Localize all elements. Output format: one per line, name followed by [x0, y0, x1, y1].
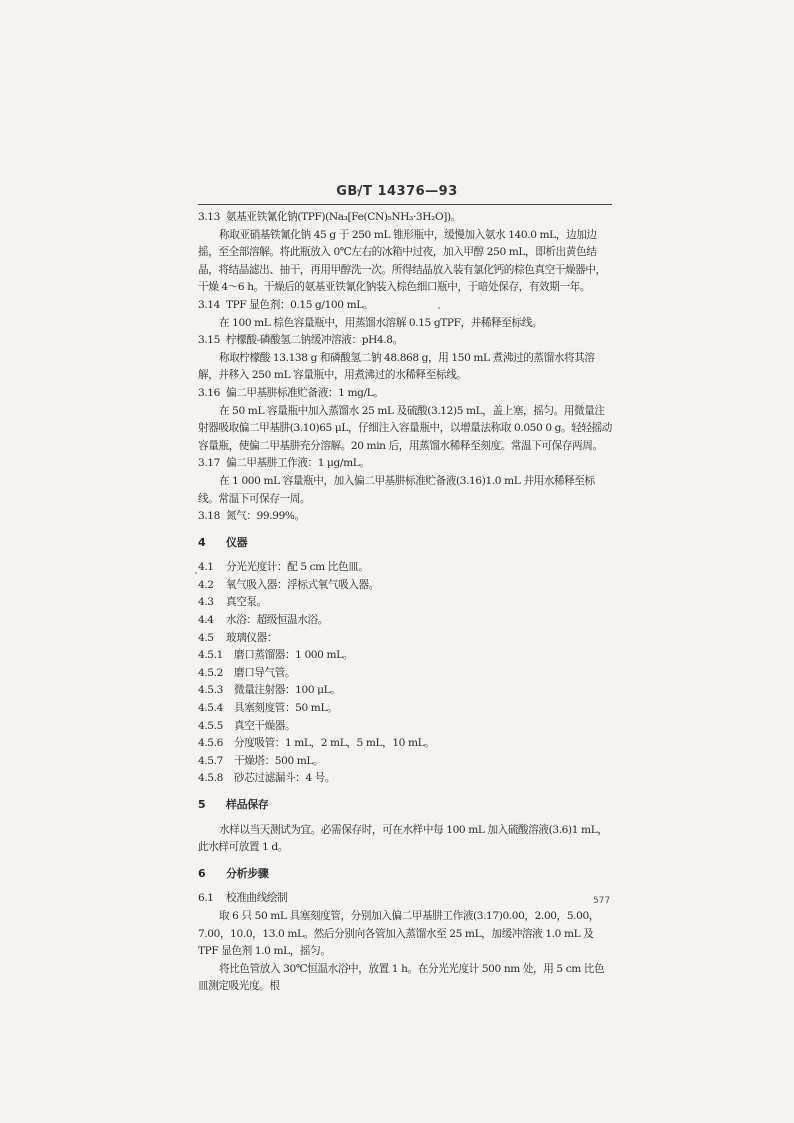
standard-code-header: GB/T 14376—93: [336, 184, 458, 199]
clause-3-16-title: 3.16 偏二甲基肼标准贮备液：1 mg/L。: [198, 385, 613, 403]
clause-3-15-title: 3.15 柠檬酸-磷酸氢二钠缓冲溶液：pH4.8。: [198, 332, 613, 350]
clause-3-15-text: 称取柠檬酸 13.138 g 和磷酸氢二钠 48.868 g，用 150 mL 煮沸过的蒸馏水将其溶解，并移入 250 mL 容量瓶中，用煮沸过的水稀释至标线。: [198, 351, 595, 382]
section-gap: [198, 882, 613, 890]
clause-number: 3.14: [198, 298, 220, 311]
clause-6-1-text-2: 将比色管放入 30℃恒温水浴中，放置 1 h。在分光光度计 500 nm 处，用 5 cm 比色皿测定吸光度。根: [198, 962, 605, 993]
clause-number: 3.16: [198, 386, 220, 399]
section-gap: [198, 551, 613, 559]
section-gap: [198, 788, 613, 796]
list-item: 4.5.1 磨口蒸馏器：1 000 mL。: [198, 649, 353, 662]
section-5-text: 水样以当天测试为宜。必需保存时，可在水样中每 100 mL 加入硫酸溶液(3.6)1 mL，此水样可放置 1 d。: [198, 823, 608, 854]
list-item: 4.4 水浴：超级恒温水浴。: [198, 614, 328, 627]
section-number: 4: [198, 535, 206, 549]
list-item: 4.5 玻璃仪器：: [198, 631, 277, 644]
list-item: 4.5.8 砂芯过滤漏斗：4 号。: [198, 772, 336, 785]
clause-6-1-title: 6.1 校准曲线绘制: [198, 890, 613, 908]
clause-3-17-title: 3.17 偏二甲基肼工作液：1 μg/mL。: [198, 455, 613, 473]
clause-number: 3.17: [198, 457, 220, 470]
section-4-heading: 4 仪器: [198, 534, 613, 552]
clause-3-14-text: 在 100 mL 棕色容量瓶中，用蒸馏水溶解 0.15 gTPF，并稀释至标线。: [219, 316, 543, 329]
section-gap: [198, 526, 613, 534]
list-item: 4.5.3 微量注射器：100 μL。: [198, 684, 341, 697]
clause-number: 3.15: [198, 334, 220, 347]
header-rule: [198, 204, 612, 205]
clause-6-1-text: 取 6 只 50 mL 具塞刻度管，分别加入偏二甲基肼工作液(3.17)0.00，2.00，5.00，7.00，10.0，13.0 mL。然后分别向各管加入蒸馏水至 25 mL，加缓冲溶液 1.0 mL 及 TPF 显色剂 1.0 mL，摇匀。: [198, 909, 600, 958]
list-item: 4.5.4 具塞刻度管：50 mL。: [198, 702, 338, 715]
clause-3-17-text: 在 1 000 mL 容量瓶中，加入偏二甲基肼标准贮备液(3.16)1.0 mL 并用水稀释至标线。常温下可保存一周。: [198, 474, 595, 505]
clause-3-14-title: 3.14 TPF 显色剂：0.15 g/100 mL。: [198, 297, 613, 315]
document-body: [198, 209, 613, 996]
clause-3-16-text: 在 50 mL 容量瓶中加入蒸馏水 25 mL 及硫酸(3.12)5 mL，盖上塞，摇匀。用微量注射器吸取偏二甲基肼(3.10)65 μL，仔细注入容量瓶中，以增量法称取 0.050 0 g。轻轻摇动容量瓶，使偏二甲基肼充分溶解。20 min 后，用蒸馏水稀释至刻度。常温下可保存两周。: [198, 404, 612, 452]
list-item: 4.2 氧气吸入器：浮标式氧气吸入器。: [198, 578, 379, 591]
clause-3-13-title: 3.13 氨基亚铁氰化钠(TPF)(Na₃[Fe(CN)₅NH₃·3H₂O])。: [198, 209, 613, 227]
scan-speck: [195, 572, 197, 574]
section-gap: [198, 857, 613, 865]
list-item: 4.5.5 真空干燥器。: [198, 719, 296, 732]
section-5-heading: 5 样品保存: [198, 796, 613, 814]
list-item: 4.5.6 分度吸管：1 mL，2 mL，5 mL，10 mL。: [198, 737, 435, 750]
clause-number: 6.1: [198, 892, 214, 905]
list-item: 4.5.7 干燥塔：500 mL。: [198, 754, 324, 767]
list-item: 4.5.2 磨口导气管。: [198, 666, 296, 679]
clause-3-18-title: 3.18 氮气：99.99%。: [198, 508, 613, 526]
section-number: 6: [198, 866, 206, 880]
clause-number: 3.18: [198, 510, 220, 523]
list-item: 4.1 分光光度计：配 5 cm 比色皿。: [198, 561, 369, 574]
page-number: 577: [593, 896, 611, 906]
clause-number: 3.13: [198, 211, 220, 223]
section-gap: [198, 814, 613, 822]
clause-3-13-text: 称取亚硝基铁氰化钠 45 g 于 250 mL 锥形瓶中，缓慢加入氨水 140.0 mL，边加边摇，至全部溶解。将此瓶放入 0℃左右的冰箱中过夜，加入甲醇 250 mL，即析出黄色结晶，将结晶滤出、抽干，再用甲醇洗一次。所得结晶放入装有氯化钙的棕色真空干燥器中，干燥 4～6 h。干燥后的氨基亚铁氰化钠装入棕色细口瓶中，于暗处保存，有效期一年。: [198, 228, 606, 294]
section-6-heading: 6 分析步骤: [198, 865, 613, 883]
list-item: 4.3 真空泵。: [198, 596, 267, 609]
section-number: 5: [198, 798, 206, 811]
